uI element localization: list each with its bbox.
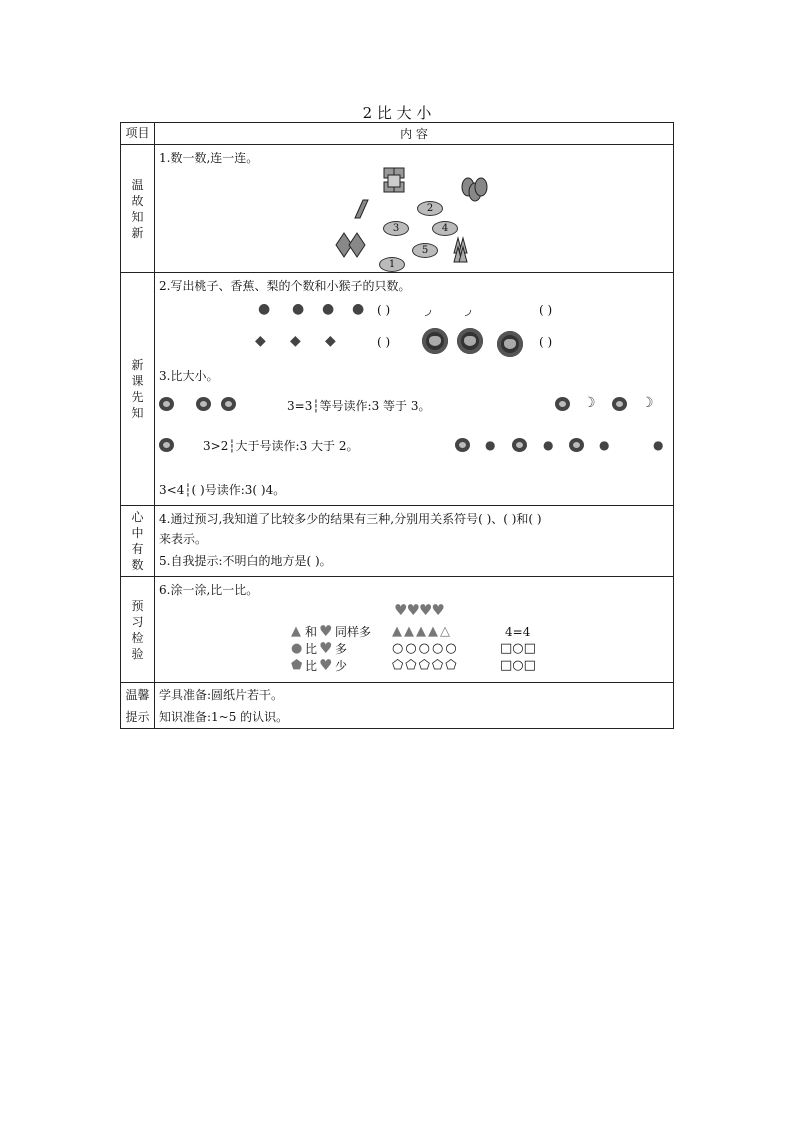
banana-icon: ☽ (641, 395, 654, 411)
rectangles-icon (384, 168, 404, 192)
diamonds-icon (336, 233, 365, 257)
parallelogram-icon (355, 200, 368, 218)
triangles-icon (454, 238, 467, 262)
page-title: 2 比 大 小 (362, 104, 432, 122)
question-6: 6.涂一涂,比一比。 (159, 583, 259, 597)
row2-more: 多 (335, 642, 348, 656)
question-4[interactable]: 4.通过预习,我知道了比较多少的结果有三种,分别用关系符号( )、( )和( ) (159, 512, 542, 526)
equation-4-4: 4=4 (505, 625, 531, 639)
pear-count-blank[interactable]: ( ) (377, 303, 391, 317)
number-oval-4[interactable]: 4 (432, 221, 458, 236)
pentagons-row-icon[interactable]: ⬠⬠⬠⬠⬠ (392, 658, 459, 673)
monkey-icon (196, 397, 211, 411)
tip-tools: 学具准备:圆纸片若干。 (159, 688, 284, 702)
monkey-icon (455, 438, 470, 452)
circle-icon: ● (291, 641, 303, 656)
section-label-review: 温故知新 (121, 145, 155, 273)
heart-icon: ♥ (319, 622, 333, 640)
compare-boxes-icon[interactable]: □○□ (500, 641, 536, 656)
triangles-row-icon[interactable]: ▲▲▲▲△ (392, 624, 452, 639)
section-label-mind: 心中有数 (121, 506, 155, 577)
hearts-icon: ♥♥♥♥ (394, 601, 444, 619)
pentagon-icon: ⬟ (291, 658, 303, 673)
monkey-icon (612, 397, 627, 411)
row3-than: 比 (305, 659, 318, 673)
mind-content (155, 506, 674, 577)
section-label-preview: 新课先知 (121, 273, 155, 506)
monkey-icon (569, 438, 584, 452)
equal-sign-line: 3=3┆等号读作:3 等于 3。 (287, 399, 431, 413)
monkey-icon (555, 397, 570, 411)
monkey-icon (159, 438, 174, 452)
pear-icon: ● (653, 438, 664, 452)
pear-icon: ● (485, 438, 496, 452)
banana-icon: ☽ (583, 395, 596, 411)
monkey-icon (159, 397, 174, 411)
triangle-icon: ▲ (291, 624, 301, 639)
monkey-icon (512, 438, 527, 452)
monkey-icon (457, 328, 483, 354)
question-2: 2.写出桃子、香蕉、梨的个数和小猴子的只数。 (159, 279, 411, 293)
peach-icon: ◆ (325, 333, 336, 349)
monkey-icon (497, 331, 523, 357)
question-1: 1.数一数,连一连。 (159, 151, 259, 165)
heart-icon: ♥ (319, 639, 333, 657)
pear-icon: ● (352, 301, 365, 317)
peach-icon: ◆ (255, 333, 266, 349)
check-content (155, 577, 674, 683)
number-oval-3[interactable]: 3 (383, 221, 409, 236)
question-3: 3.比大小。 (159, 369, 219, 383)
question-4-cont: 来表示。 (159, 532, 208, 546)
greater-sign-line: 3>2┆大于号读作:3 大于 2。 (203, 439, 359, 453)
row1-and: 和 (305, 625, 318, 639)
preview-content (155, 273, 674, 506)
question-5[interactable]: 5.自我提示:不明白的地方是( )。 (159, 554, 332, 568)
pear-icon: ● (599, 438, 610, 452)
pear-icon: ● (322, 301, 335, 317)
header-content: 内 容 (155, 123, 674, 145)
section-label-tips: 温馨 提示 (121, 683, 155, 729)
number-oval-1[interactable]: 1 (379, 257, 405, 272)
banana-icon: ◞ (425, 299, 432, 318)
banana-count-blank[interactable]: ( ) (539, 303, 553, 317)
number-oval-2[interactable]: 2 (417, 201, 443, 216)
heart-icon: ♥ (319, 656, 333, 674)
row3-less: 少 (335, 659, 348, 673)
header-item: 项目 (121, 123, 155, 145)
compare-boxes-icon[interactable]: □○□ (500, 658, 536, 673)
section-label-check: 预习检验 (121, 577, 155, 683)
pear-icon: ● (543, 438, 554, 452)
lesson-table (120, 122, 674, 729)
peach-count-blank[interactable]: ( ) (377, 335, 391, 349)
pear-icon: ● (292, 301, 305, 317)
leaves-icon (462, 178, 487, 201)
pear-icon: ● (258, 301, 271, 317)
banana-icon: ◞ (465, 299, 472, 318)
number-oval-5[interactable]: 5 (412, 243, 438, 258)
row1-same: 同样多 (335, 625, 372, 639)
tip-knowledge: 知识准备:1~5 的认识。 (159, 710, 289, 724)
peach-icon: ◆ (290, 333, 301, 349)
circles-row-icon[interactable]: ○○○○○ (392, 641, 459, 656)
monkey-icon (422, 328, 448, 354)
row2-than: 比 (305, 642, 318, 656)
tips-content (155, 683, 674, 729)
review-content (155, 145, 674, 273)
monkey-icon (221, 397, 236, 411)
less-sign-line[interactable]: 3<4┆( )号读作:3( )4。 (159, 483, 286, 497)
monkey-count-blank[interactable]: ( ) (539, 335, 553, 349)
